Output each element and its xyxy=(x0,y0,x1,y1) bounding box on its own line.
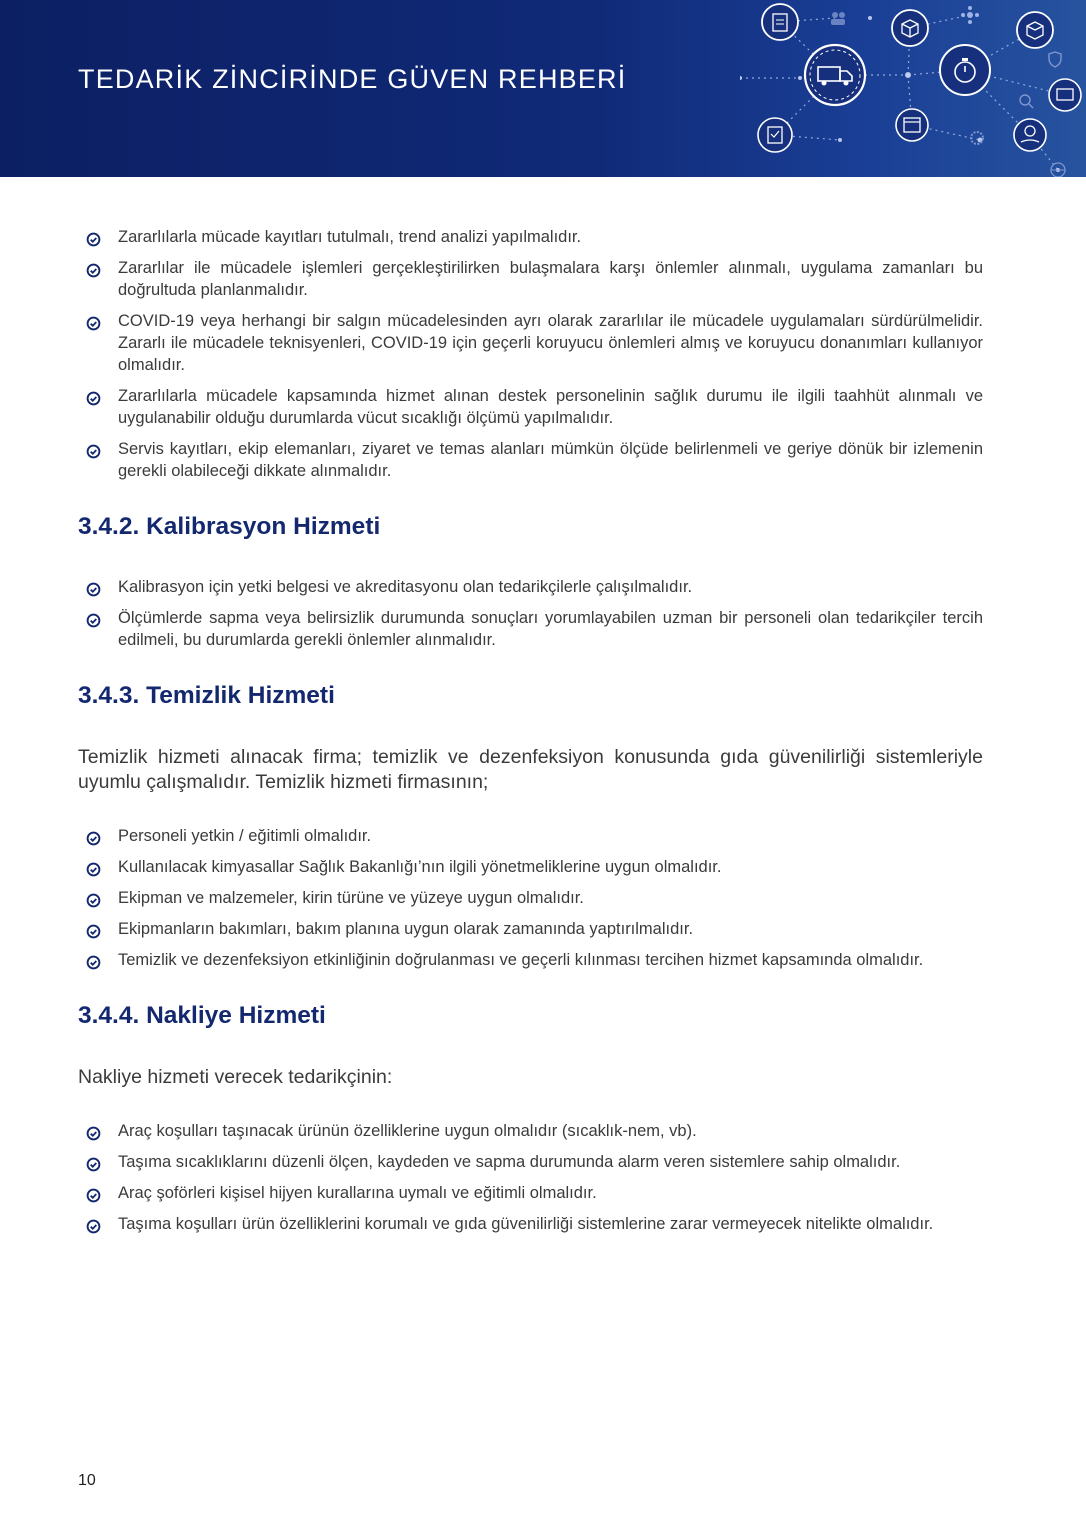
check-circle-icon xyxy=(86,232,101,247)
list-item-text: Zararlılarla mücade kayıtları tutulmalı, trend analizi yapılmalıdır. xyxy=(118,228,582,246)
check-circle-icon xyxy=(86,1188,101,1203)
shield-icon xyxy=(1049,52,1061,67)
transport-list xyxy=(78,1120,983,1235)
list-item-text: Personeli yetkin / eğitimli olmalıdır. xyxy=(118,827,372,845)
box-icon xyxy=(892,10,928,46)
list-item xyxy=(78,1120,983,1142)
list-item xyxy=(78,310,983,376)
list-item-text: Zararlılar ile mücadele işlemleri gerçekleştirilirken bulaşmalara karşı önlemler alınmalı, uygulama zamanları bu doğrultuda planlanmalıdır. xyxy=(118,259,983,299)
list-item xyxy=(78,825,983,847)
pest-control-list xyxy=(78,226,983,482)
list-item-text: Ölçümlerde sapma veya belirsizlik durumunda sonuçları yorumlayabilen uzman bir personeli olan tedarikçiler tercih edilmeli, bu durumlarda gerekli önlemler alınmalıdır. xyxy=(118,609,983,649)
list-item-text: Temizlik ve dezenfeksiyon etkinliğinin doğrulanması ve geçerli kılınması tercihen hizmet kapsamında olmalıdır. xyxy=(118,951,924,969)
stopwatch-icon xyxy=(940,45,990,95)
list-item-text: Zararlılarla mücadele kapsamında hizmet alınan destek personelinin sağlık durumu ile ilgili taahhüt alınmalı ve uygulanabilir olduğu durumlarda vücut sıcaklığı ölçümü yapılmalıdır. xyxy=(118,387,983,427)
check-circle-icon xyxy=(86,862,101,877)
clipboard-icon xyxy=(762,4,798,40)
list-item xyxy=(78,1213,983,1235)
people-icon xyxy=(831,12,845,25)
section-heading-cleaning: 3.4.3. Temizlik Hizmeti xyxy=(78,682,335,709)
list-item-text: Ekipmanların bakımları, bakım planına uygun olarak zamanında yaptırılmalıdır. xyxy=(118,920,694,938)
list-item-text: Kalibrasyon için yetki belgesi ve akreditasyonu olan tedarikçilerle çalışılmalıdır. xyxy=(118,578,693,596)
network-node-icon xyxy=(961,6,979,24)
box-icon-secondary xyxy=(1017,12,1053,48)
page-header xyxy=(0,0,1086,177)
list-item-text: Taşıma koşulları ürün özelliklerini korumalı ve gıda güvenilirliği sistemlerine zarar vermeyecek nitelikte olmalıdır. xyxy=(118,1215,934,1233)
list-item-text: Kullanılacak kimyasallar Sağlık Bakanlığı’nın ilgili yönetmeliklerine uygun olmalıdır. xyxy=(118,858,722,876)
calendar-icon xyxy=(896,109,928,141)
checklist-icon xyxy=(758,118,792,152)
check-circle-icon xyxy=(86,444,101,459)
section-intro-transport: Nakliye hizmeti verecek tedarikçinin: xyxy=(78,1066,393,1088)
calibration-list xyxy=(78,576,983,651)
magnifier-icon xyxy=(1020,95,1033,108)
section-intro-cleaning: Temizlik hizmeti alınacak firma; temizlik ve dezenfeksiyon konusunda gıda güvenilirliği sistemleriyle uyumlu çalışmalıdır. Temizlik hizmeti firmasının; xyxy=(78,746,983,793)
check-circle-icon xyxy=(86,1126,101,1141)
list-item xyxy=(78,856,983,878)
list-item xyxy=(78,918,983,940)
globe-icon xyxy=(1051,163,1065,177)
check-circle-icon xyxy=(86,924,101,939)
list-item xyxy=(78,607,983,651)
list-item xyxy=(78,576,983,598)
section-heading-calibration: 3.4.2. Kalibrasyon Hizmeti xyxy=(78,513,381,540)
list-item xyxy=(78,385,983,429)
list-item xyxy=(78,1182,983,1204)
check-circle-icon xyxy=(86,263,101,278)
list-item xyxy=(78,949,983,971)
truck-icon xyxy=(805,45,865,105)
wallet-icon xyxy=(1049,79,1081,111)
list-item xyxy=(78,438,983,482)
check-circle-icon xyxy=(86,1219,101,1234)
check-circle-icon xyxy=(86,316,101,331)
supply-chain-network-illustration xyxy=(740,0,1086,177)
list-item-text: Araç koşulları taşınacak ürünün özelliklerine uygun olmalıdır (sıcaklık-nem, vb). xyxy=(118,1122,697,1140)
list-item-text: Servis kayıtları, ekip elemanları, ziyaret ve temas alanları mümkün ölçüde belirlenmeli ve geriye dönük bir izlemenin gerekli olabileceği dikkate alınmalıdır. xyxy=(118,440,983,480)
list-item-text: Ekipman ve malzemeler, kirin türüne ve yüzeye uygun olmalıdır. xyxy=(118,889,584,907)
document-title: TEDARİK ZİNCİRİNDE GÜVEN REHBERİ xyxy=(78,64,627,94)
section-heading-transport: 3.4.4. Nakliye Hizmeti xyxy=(78,1002,326,1029)
check-circle-icon xyxy=(86,831,101,846)
check-circle-icon xyxy=(86,582,101,597)
cleaning-list xyxy=(78,825,983,971)
list-item-text: Taşıma sıcaklıklarını düzenli ölçen, kaydeden ve sapma durumunda alarm veren sistemlere sahip olmalıdır. xyxy=(118,1153,901,1171)
list-item-text: COVID-19 veya herhangi bir salgın mücadelesinden ayrı olarak zararlılar ile mücadele uygulamaları sürdürülmelidir. Zararlı ile mücadele teknisyenleri, COVID-19 için geçerli koruyucu önlemleri almış ve koruyucu donanımları kullanıyor olmalıdır. xyxy=(118,312,983,374)
list-item xyxy=(78,257,983,301)
check-circle-icon xyxy=(86,613,101,628)
check-circle-icon xyxy=(86,1157,101,1172)
check-circle-icon xyxy=(86,955,101,970)
list-item xyxy=(78,887,983,909)
page-number: 10 xyxy=(78,1472,96,1489)
page-content xyxy=(78,226,983,1244)
list-item-text: Araç şoförleri kişisel hijyen kurallarına uymalı ve eğitimli olmalıdır. xyxy=(118,1184,597,1202)
check-circle-icon xyxy=(86,391,101,406)
check-circle-icon xyxy=(86,893,101,908)
list-item xyxy=(78,226,983,248)
money-hand-icon xyxy=(1014,119,1046,151)
list-item xyxy=(78,1151,983,1173)
